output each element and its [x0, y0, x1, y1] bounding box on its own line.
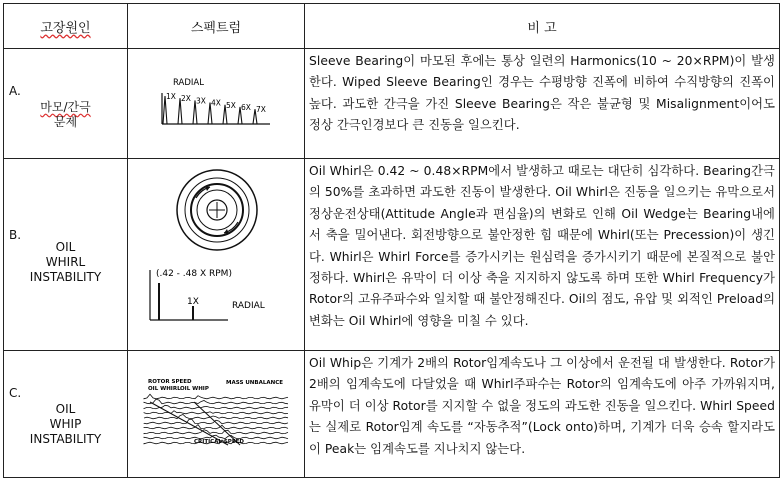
harmonics-spectrum-plot	[128, 48, 305, 158]
waterfall-lines	[144, 394, 288, 444]
radial-label: RADIAL	[173, 78, 204, 88]
harmonic-label-4x: 4X	[211, 98, 221, 108]
header-spectrum	[128, 4, 304, 48]
harmonic-label-1x: 1X	[166, 92, 176, 101]
waterfall-trace	[144, 415, 288, 419]
waterfall-trace	[144, 430, 288, 434]
row-a-note: Sleeve Bearing이 마모된 후에는 통상 일련의 Harmonics(10 ~ 20×RPM)이 발생한다. Wiped Sleeve Bearing인 경우는 수평방향 진폭에 비하여 수직방향의 진폭이 높다. 과도한 간극을 가진 Sleeve Bearing은 작은 불균형 및 Misalignment이어도 정상 간극인경보다 큰 진동을 일으킨다.	[309, 54, 775, 133]
row-b-note: Oil Whirl은 0.42 ~ 0.48×RPM에서 발생하고 때로는 대단히 심각하다. Bearing간극의 50%를 초과하면 과도한 진동이 발생한다. Oil Whirl은 진동을 일으키는 유막으로서 정상운전상태(Attitude Angle과 편심율)의 변화로 인해 Oil Wedge는 Bearing내에서 축을 밀어낸다. 회전방향으로 불안정한 힘 때문에 Whirl(또는 Precession)이 생긴다. Whirl은 Whirl Force를 증가시키는 원심력을 증가시키기 때문에 본질적으로 불안정하다. Whirl은 유막이 더 이상 축을 지지하지 않도록 하며 또한 Whirl Frequency가 Rotor의 고유주파수와 일치할 때 불안정해진다. Oil의 점도, 유압 및 외적인 Preload의 변화는 Oil Whirl에 영향을 미칠 수 있다.	[309, 164, 775, 328]
critical-speed-label: CRITICAL SPEED	[194, 439, 244, 445]
row-c-cause-line-1: OIL	[55, 402, 76, 416]
fault-table	[3, 3, 780, 478]
row-b-letter: B.	[9, 228, 22, 242]
waterfall-trace	[144, 425, 288, 429]
radial-axis-label: RADIAL	[232, 301, 265, 311]
row-a-cause-name	[4, 100, 127, 130]
oil-whirl-label: OIL WHIRL	[148, 386, 181, 392]
harmonic-label-7x: 7X	[256, 105, 266, 115]
header-remarks	[305, 4, 779, 48]
row-a-spectrum	[128, 48, 305, 158]
oil-whirl-figure	[128, 158, 305, 350]
oil-whip-waterfall	[128, 350, 305, 479]
waterfall-trace	[144, 399, 288, 404]
header-cause-text: 고장원인	[40, 20, 91, 36]
row-c-spectrum	[128, 350, 305, 479]
row-c-cause-name	[4, 402, 127, 447]
1x-label: 1X	[187, 297, 199, 307]
row-c-cause-line-3: INSTABILITY	[29, 432, 102, 446]
row-b-cause-name	[4, 240, 127, 285]
waterfall-trace	[144, 405, 288, 409]
row-b-cause-line-2: WHIRL	[45, 255, 86, 269]
row-a-letter: A.	[9, 84, 21, 98]
rotor-speed-label: ROTOR SPEED	[148, 379, 192, 385]
row-a-cause-line-2: 문제	[53, 115, 78, 129]
harmonic-label-3x: 3X	[196, 96, 206, 106]
row-c-cause	[4, 350, 127, 479]
harmonic-label-6x: 6X	[241, 103, 251, 112]
oil-whip-label: OIL WHIP	[180, 386, 209, 392]
harmonic-label-2x: 2X	[181, 94, 191, 104]
row-c-letter: C.	[9, 386, 22, 400]
row-b-spectrum	[128, 158, 305, 350]
header-cause	[4, 4, 127, 48]
harmonic-peaks	[163, 92, 266, 124]
bearing-diagram	[177, 170, 257, 250]
row-a-cause-line-1: 마모/간극	[40, 100, 91, 114]
row-b-cause-line-1: OIL	[55, 240, 76, 254]
harmonic-label-5x: 5X	[226, 100, 236, 110]
row-c-cause-line-2: WHIP	[49, 417, 82, 431]
whirl-range-label: (.42 - .48 X RPM)	[156, 269, 232, 279]
header-spectrum-text: 스펙트럼	[190, 20, 242, 36]
row-b-cause-line-3: INSTABILITY	[29, 270, 102, 284]
header-remarks-text: 비 고	[527, 20, 557, 36]
row-a-cause	[4, 48, 127, 158]
mass-unbalance-label: MASS UNBALANCE	[226, 380, 283, 386]
waterfall-trace	[144, 394, 288, 399]
row-b-cause	[4, 158, 127, 350]
row-c-note: Oil Whip은 기계가 2배의 Rotor임계속도나 그 이상에서 운전될 대 발생한다. Rotor가 2배의 임계속도에 다달었을 때 Whirl주파수는 Rotor의 임계속도에 아주 가까워지며, 유막이 더 이상 Rotor를 지지할 수 없을 정도의 과도한 진동을 일으킨다. Whirl Speed는 실제로 Rotor임계 속도를 “자동추적”(Lock onto)하며, 기계가 더욱 승속 할지라도 이 Peak는 임계속도를 지나치지 않는다.	[309, 356, 775, 456]
